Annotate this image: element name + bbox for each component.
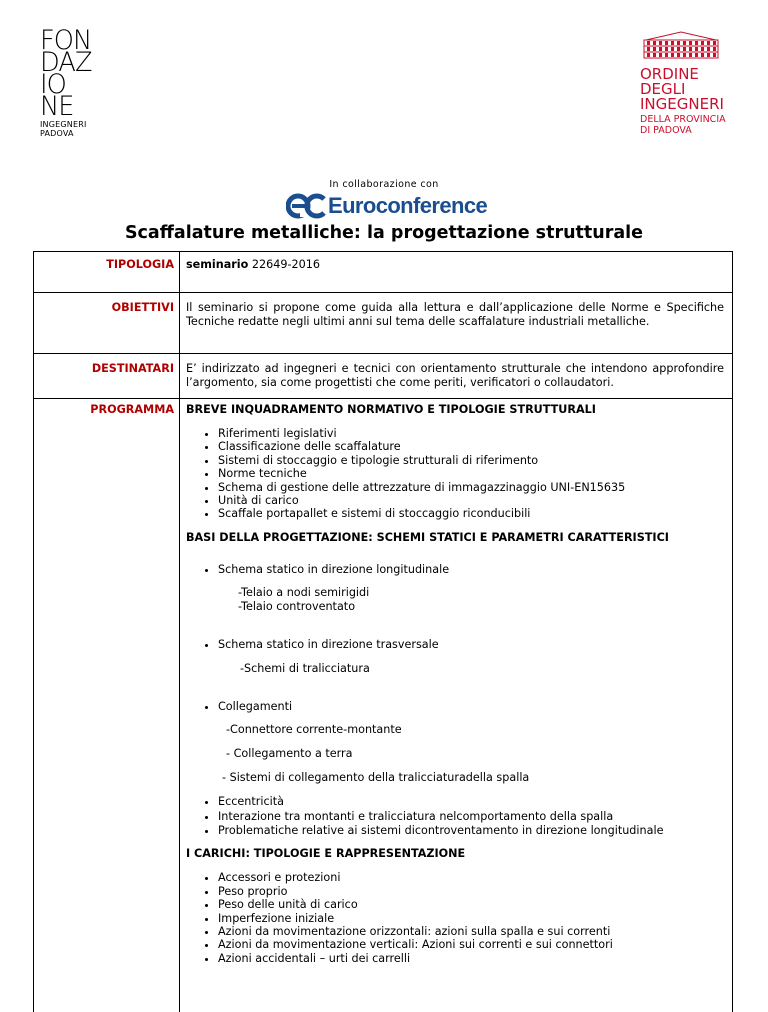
logo-sub-1: INGEGNERI [40,120,87,129]
row-tipologia [34,252,732,293]
list-item: • Riferimenti legislativi [218,427,724,440]
logo-line-3: IO [40,69,66,100]
row-programma [34,399,732,1012]
list-item: • Interazione tra montanti e tralicciatura nelcomportamento della spalla [218,810,724,823]
list-item: • Peso delle unità di carico [218,898,724,911]
list-item: • Collegamenti [218,700,724,713]
euroconference-logo [286,192,487,220]
row-destinatari [34,354,732,399]
sub-item: - Collegamento a terra [226,747,353,761]
collaboration-label: In collaborazione con [329,179,439,190]
section-title-3: I CARICHI: TIPOLOGIE E RAPPRESENTAZIONE [186,847,466,861]
section-2-list-d [186,795,724,837]
sub-item: -Telaio a nodi semirigidi [238,586,370,600]
list-item: • Schema di gestione delle attrezzature di immagazzinaggio UNI-EN15635 [218,481,724,494]
ordine-ingegneri-logo [640,30,750,136]
sub-item: -Schemi di tralicciatura [240,661,370,675]
list-item: • Azioni da movimentazione verticali: Azioni sui correnti e sui connettori [218,938,724,951]
section-2-list-c [186,700,724,713]
tipologia-code: 22649-2016 [248,258,320,271]
list-item: • Sistemi di stoccaggio e tipologie strutturali di riferimento [218,454,724,467]
list-item: • Problematiche relative ai sistemi dicontroventamento in direzione longitudinale [218,824,724,837]
content-obiettivi: Il seminario si propone come guida alla lettura e dall’applicazione delle Norme e Specifiche Tecniche redatte negli ultimi anni sul tema delle scaffalature industriali metalliche. [186,301,724,328]
content-programma [180,399,732,1012]
building-icon [640,30,722,60]
logo-line-4: NE [40,91,74,122]
list-item: • Scaffale portapallet e sistemi di stoccaggio riconducibili [218,507,724,520]
ordine-line-2: DEGLI [640,80,686,98]
section-title-2: BASI DELLA PROGETTAZIONE: SCHEMI STATICI E PARAMETRI CARATTERISTICI [186,530,669,544]
logo-sub-2: PADOVA [40,129,74,138]
list-item: • Schema statico in direzione longitudinale [218,563,724,576]
logo-line-1: FON [40,25,92,56]
section-title-1: BREVE INQUADRAMENTO NORMATIVO E TIPOLOGIE STRUTTURALI [186,403,596,416]
content-destinatari: E’ indirizzato ad ingegneri e tecnici con orientamento strutturale che intendono approfondire l’argomento, sia come progettisti che come periti, verificatori o collaudatori. [186,362,724,389]
ordine-small-1: DELLA PROVINCIA [640,114,726,125]
list-item: • Unità di carico [218,494,724,507]
section-3-list [186,871,724,965]
course-info-table [33,251,733,1012]
list-item: • Azioni accidentali – urti dei carrelli [218,952,724,965]
tipologia-type: seminario [186,258,249,271]
label-programma: PROGRAMMA [34,399,180,1012]
logo-line-2: DAZ [40,47,92,78]
list-item: • Peso proprio [218,885,724,898]
list-item: • Azioni da movimentazione orizzontali: azioni sulla spalla e sui correnti [218,925,724,938]
sub-item: -Telaio controventato [238,600,356,614]
label-destinatari: DESTINATARI [34,354,180,398]
row-obiettivi [34,293,732,354]
ordine-line-3: INGEGNERI [640,95,724,113]
sub-item: - Sistemi di collegamento della tralicciaturadella spalla [222,771,530,785]
list-item: • Norme tecniche [218,467,724,480]
section-2-list-b [186,638,724,651]
label-obiettivi: OBIETTIVI [34,293,180,353]
sub-item: -Connettore corrente-montante [226,723,402,737]
ordine-line-1: ORDINE [640,65,699,83]
content-tipologia [180,252,732,292]
list-item: • Eccentricità [218,795,724,808]
euroconference-mark-icon [286,193,326,219]
section-2-list-a [186,563,724,576]
list-item: • Accessori e protezioni [218,871,724,884]
section-1-list [186,427,724,521]
euroconference-text: Euroconference [328,193,488,218]
list-item: • Schema statico in direzione trasversale [218,638,724,651]
list-item: • Imperfezione iniziale [218,912,724,925]
label-tipologia: TIPOLOGIA [34,252,180,292]
list-item: • Classificazione delle scaffalature [218,440,724,453]
page-title: Scaffalature metalliche: la progettazione strutturale [124,223,644,243]
ordine-small-2: DI PADOVA [640,125,692,136]
fondazione-ingegneri-logo [40,25,130,138]
